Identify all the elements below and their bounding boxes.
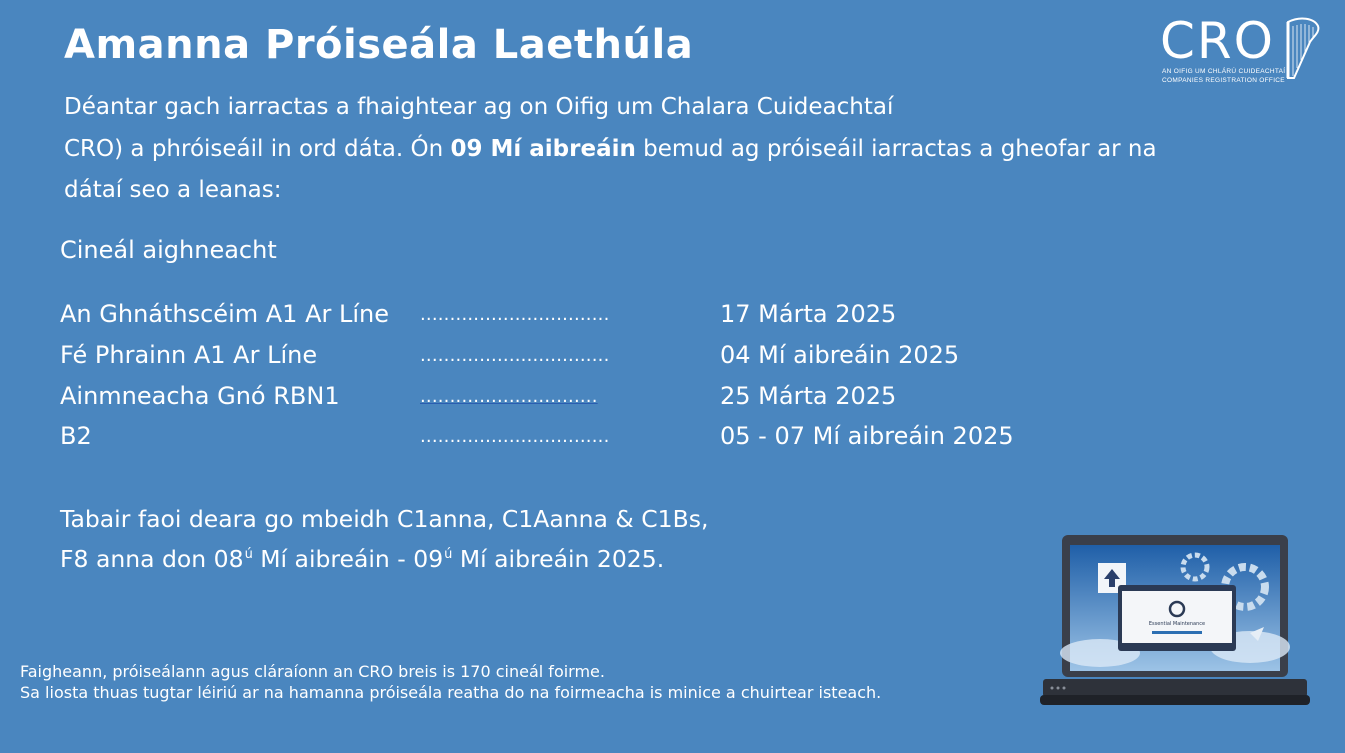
row-leader-dots: .............................. <box>420 386 598 407</box>
note-line-2 <box>60 545 664 573</box>
row-date: 25 Márta 2025 <box>720 382 897 410</box>
row-date: 05 - 07 Mí aibreáin 2025 <box>720 422 1014 450</box>
intro-bold-date: 09 Mí aibreáin <box>450 136 636 162</box>
cro-logo <box>1160 14 1325 86</box>
schedule-row <box>60 382 1060 416</box>
note-text: Mí aibreáin 2025. <box>452 545 665 573</box>
footer-line-2: Sa liosta thuas tugtar léiriú ar na hamanna próiseála reatha do na foirmeacha is minice a chuirtear isteach. <box>20 683 882 702</box>
row-label: An Ghnáthscéim A1 Ar Líne <box>60 300 389 328</box>
intro-text: CRO) a phróiseáil in ord dáta. Ón <box>64 136 451 162</box>
intro-line-2 <box>64 136 1157 162</box>
intro-line-1: Déantar gach iarractas a fhaightear ag on Oifig um Chalara Cuideachtaí <box>64 94 894 120</box>
note-line-1: Tabair faoi deara go mbeidh C1anna, C1Aanna & C1Bs, <box>60 505 709 533</box>
logo-subtitle-english: COMPANIES REGISTRATION OFFICE <box>1162 77 1285 84</box>
row-label: B2 <box>60 422 92 450</box>
harp-icon <box>1280 16 1322 84</box>
row-label: Ainmneacha Gnó RBN1 <box>60 382 340 410</box>
maintenance-dialog-text: Essential Maintenance <box>1148 621 1206 627</box>
row-label: Fé Phrainn A1 Ar Líne <box>60 341 318 369</box>
row-leader-dots: ................................ <box>420 304 610 325</box>
row-leader-dots: ................................ <box>420 345 610 366</box>
logo-subtitle-irish: AN OIFIG UM CHLÁRÚ CUIDEACHTAÍ <box>1162 68 1286 75</box>
page-title: Amanna Próiseála Laethúla <box>64 22 694 68</box>
schedule-row <box>60 300 1060 334</box>
schedule-row <box>60 341 1060 375</box>
note-text: F8 anna don 08 <box>60 545 244 573</box>
submission-type-heading: Cineál aighneacht <box>60 236 277 264</box>
ordinal-suffix: ú <box>244 547 253 562</box>
intro-text: bemud ag próiseáil iarractas a gheofar ar na <box>635 136 1157 162</box>
row-date: 04 Mí aibreáin 2025 <box>720 341 960 369</box>
row-leader-dots: ................................ <box>420 426 610 447</box>
footer-line-1: Faigheann, próiseálann agus cláraíonn an CRO breis is 170 cineál foirme. <box>20 662 605 681</box>
note-text: Mí aibreáin - 09 <box>252 545 444 573</box>
logo-wordmark: CRO <box>1160 12 1276 70</box>
intro-line-3: dátaí seo a leanas: <box>64 177 282 203</box>
ordinal-suffix: ú <box>444 547 453 562</box>
laptop-base <box>1043 679 1307 697</box>
row-date: 17 Márta 2025 <box>720 300 897 328</box>
laptop-maintenance-illustration <box>1040 535 1310 707</box>
schedule-row <box>60 422 1060 456</box>
